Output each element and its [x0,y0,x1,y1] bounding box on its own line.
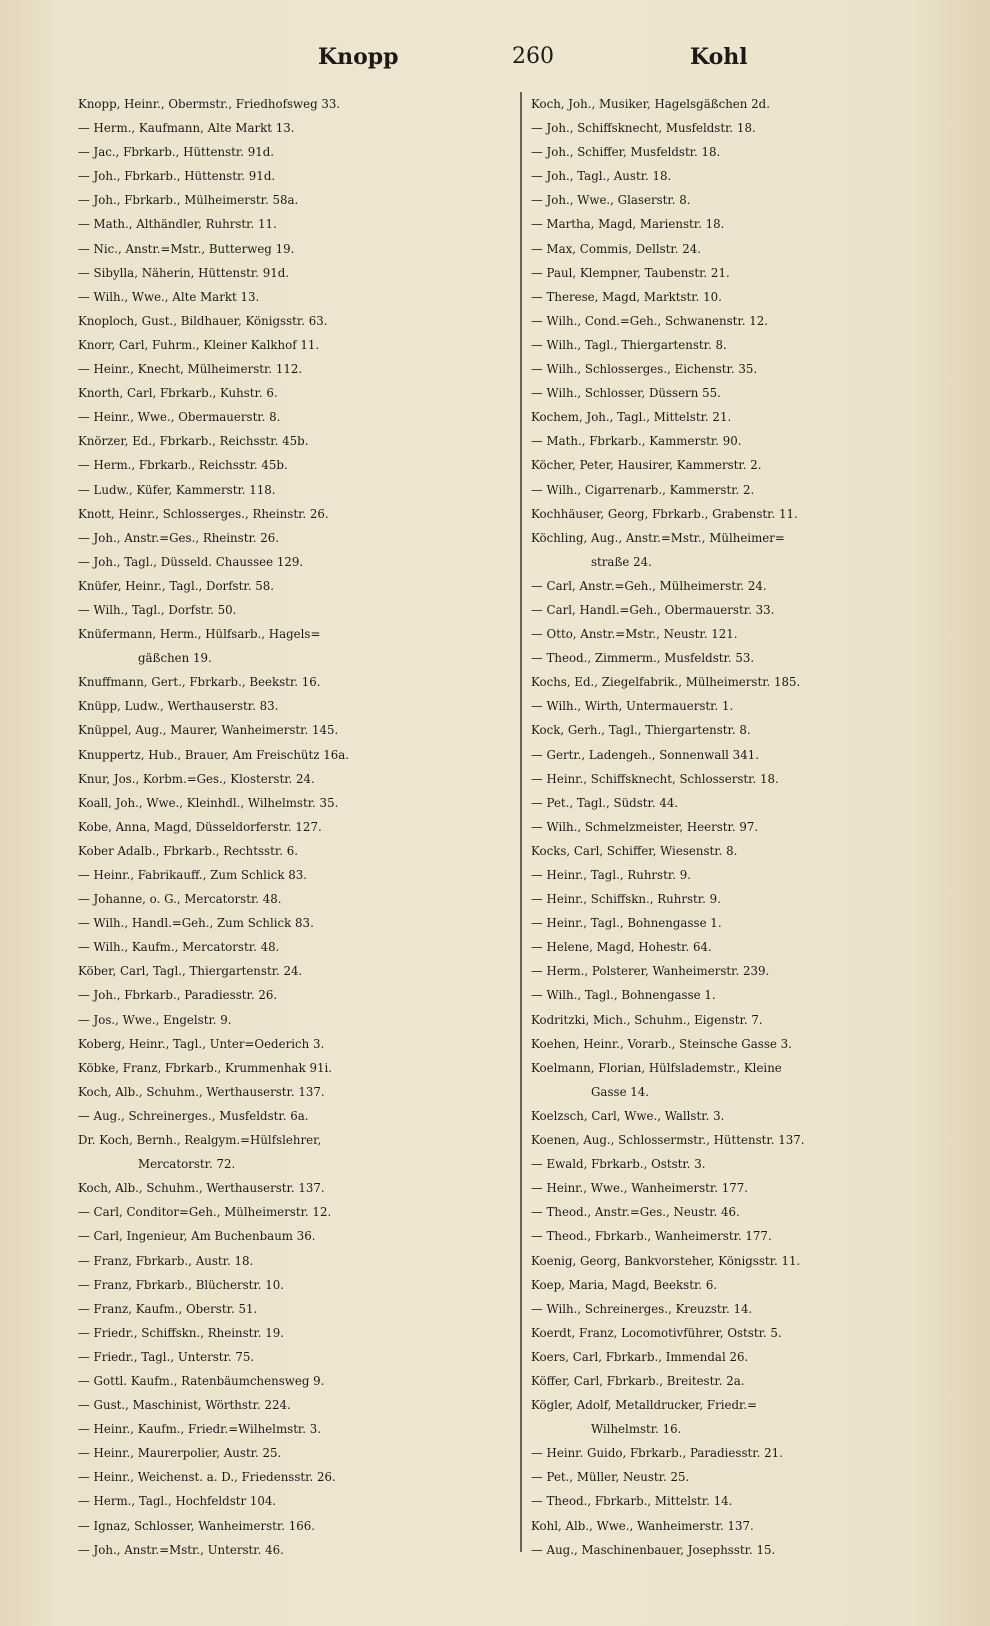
directory-entry: — Wilh., Schlosserges., Eichenstr. 35. [531,362,758,377]
directory-entry: — Aug., Maschinenbauer, Josephsstr. 15. [531,1542,776,1557]
directory-entry: Kocks, Carl, Schiffer, Wiesenstr. 8. [531,843,738,858]
right-column [531,92,976,1562]
directory-entry: — Max, Commis, Dellstr. 24. [531,241,702,256]
directory-entry: — Franz, Kaufm., Oberstr. 51. [78,1301,258,1316]
directory-entry: — Herm., Polsterer, Wanheimerstr. 239. [531,964,770,979]
directory-entry: Koep, Maria, Magd, Beekstr. 6. [531,1277,718,1292]
directory-entry-continuation: Mercatorstr. 72. [138,1157,236,1172]
directory-entry: Kock, Gerh., Tagl., Thiergartenstr. 8. [531,723,751,738]
directory-entry: — Heinr., Fabrikauff., Zum Schlick 83. [78,868,307,882]
directory-entry: Koch, Joh., Musiker, Hagelsgäßchen 2d. [531,97,770,111]
directory-entry: — Pet., Müller, Neustr. 25. [531,1470,690,1485]
directory-entry: — Franz, Fbrkarb., Austr. 18. [78,1253,254,1268]
directory-entry: — Math., Fbrkarb., Kammerstr. 90. [531,434,742,449]
page-number: 260 [512,44,554,69]
directory-entry: — Theod., Fbrkarb., Wanheimerstr. 177. [531,1229,772,1244]
directory-entry: Kochem, Joh., Tagl., Mittelstr. 21. [531,410,732,425]
directory-entry-continuation: straße 24. [591,554,652,569]
directory-entry: — Heinr., Weichenst. a. D., Friedensstr. 26. [78,1470,336,1485]
directory-entry: — Wilh., Tagl., Bohnengasse 1. [531,988,716,1003]
directory-entry: — Pet., Tagl., Südstr. 44. [531,795,679,810]
directory-entry: — Herm., Fbrkarb., Reichsstr. 45b. [78,458,288,473]
directory-entry: — Jos., Wwe., Engelstr. 9. [78,1012,232,1027]
directory-entry: Kögler, Adolf, Metalldrucker, Friedr.= [531,1398,757,1413]
directory-entry: — Wilh., Cond.=Geh., Schwanenstr. 12. [531,313,769,328]
directory-entry: — Carl, Handl.=Geh., Obermauerstr. 33. [531,602,775,617]
directory-entry: — Theod., Zimmerm., Musfeldstr. 53. [531,651,755,666]
directory-entry: — Heinr., Schiffsknecht, Schlosserstr. 18. [531,771,779,786]
directory-entry: — Wilh., Tagl., Thiergartenstr. 8. [531,337,727,352]
directory-entry: Koch, Alb., Schuhm., Werthauserstr. 137. [78,1181,325,1196]
directory-entry: — Joh., Wwe., Glaserstr. 8. [531,193,691,208]
directory-entry: — Joh., Fbrkarb., Hüttenstr. 91d. [78,169,276,184]
directory-entry: — Heinr., Wwe., Wanheimerstr. 177. [531,1181,749,1196]
directory-entry: Kodritzki, Mich., Schuhm., Eigenstr. 7. [531,1012,763,1027]
directory-entry: — Joh., Tagl., Düsseld. Chaussee 129. [78,554,304,569]
directory-entry: — Johanne, o. G., Mercatorstr. 48. [78,892,282,907]
directory-entry: Koelzsch, Carl, Wwe., Wallstr. 3. [531,1108,725,1123]
directory-entry: — Wilh., Cigarrenarb., Kammerstr. 2. [531,482,755,497]
directory-entry: Knörzer, Ed., Fbrkarb., Reichsstr. 45b. [78,434,309,449]
header-last-entry: Kohl [690,44,748,70]
directory-entry: Knott, Heinr., Schlosserges., Rheinstr. 26. [78,506,329,521]
directory-entry: Knorth, Carl, Fbrkarb., Kuhstr. 6. [78,386,278,401]
directory-entry: Koers, Carl, Fbrkarb., Immendal 26. [531,1349,749,1364]
directory-entry: — Joh., Fbrkarb., Mülheimerstr. 58a. [78,193,299,208]
directory-entry: — Wilh., Handl.=Geh., Zum Schlick 83. [78,916,314,931]
directory-entry: — Paul, Klempner, Taubenstr. 21. [531,265,730,280]
directory-entry: Koerdt, Franz, Locomotivführer, Oststr. 5. [531,1325,782,1340]
directory-entry: — Joh., Anstr.=Ges., Rheinstr. 26. [78,530,280,545]
directory-entry: — Carl, Ingenieur, Am Buchenbaum 36. [78,1229,316,1244]
directory-entry: — Gottl. Kaufm., Ratenbäumchensweg 9. [78,1373,325,1388]
directory-entry: — Nic., Anstr.=Mstr., Butterweg 19. [78,241,295,256]
directory-entry: Knüpp, Ludw., Werthauserstr. 83. [78,699,279,714]
directory-entry: — Martha, Magd, Marienstr. 18. [531,217,725,232]
directory-entry: Knüfer, Heinr., Tagl., Dorfstr. 58. [78,578,274,593]
directory-entry: Koch, Alb., Schuhm., Werthauserstr. 137. [78,1084,325,1099]
directory-entry: Köchling, Aug., Anstr.=Mstr., Mülheimer= [531,530,785,545]
directory-entry: Knuppertz, Hub., Brauer, Am Freischütz 16a. [78,747,350,762]
directory-entry: — Wilh., Kaufm., Mercatorstr. 48. [78,940,280,955]
directory-entry: — Ewald, Fbrkarb., Oststr. 3. [531,1157,706,1172]
directory-entry: — Friedr., Schiffskn., Rheinstr. 19. [78,1325,284,1340]
directory-entry: — Joh., Tagl., Austr. 18. [531,169,672,184]
directory-entry: Knuffmann, Gert., Fbrkarb., Beekstr. 16. [78,675,321,690]
page-header [0,40,990,80]
directory-entry: — Heinr., Tagl., Ruhrstr. 9. [531,868,691,882]
directory-entry: — Otto, Anstr.=Mstr., Neustr. 121. [531,627,738,642]
directory-entry: Kober Adalb., Fbrkarb., Rechtsstr. 6. [78,843,298,858]
directory-entry: — Wilh., Wirth, Untermauerstr. 1. [531,699,734,714]
directory-entry: — Joh., Fbrkarb., Paradiesstr. 26. [78,988,278,1003]
directory-entry: — Math., Althändler, Ruhrstr. 11. [78,217,277,232]
directory-entry: — Therese, Magd, Marktstr. 10. [531,289,722,304]
directory-entry: Köcher, Peter, Hausirer, Kammerstr. 2. [531,458,762,473]
directory-entry: — Theod., Fbrkarb., Mittelstr. 14. [531,1494,733,1509]
directory-entry: Knur, Jos., Korbm.=Ges., Klosterstr. 24. [78,771,315,786]
directory-entry: Koenen, Aug., Schlossermstr., Hüttenstr. 137. [531,1133,805,1148]
directory-entry: — Gertr., Ladengeh., Sonnenwall 341. [531,747,759,762]
directory-entry: — Heinr., Wwe., Obermauerstr. 8. [78,410,281,425]
directory-entry: — Heinr., Knecht, Mülheimerstr. 112. [78,362,303,377]
directory-entry: Koehen, Heinr., Vorarb., Steinsche Gasse 3. [531,1036,792,1051]
directory-entry: — Joh., Anstr.=Mstr., Unterstr. 46. [78,1542,284,1557]
directory-entry: — Helene, Magd, Hohestr. 64. [531,940,712,955]
directory-entry: — Carl, Conditor=Geh., Mülheimerstr. 12. [78,1205,332,1220]
directory-entry: Koelmann, Florian, Hülfslademstr., Kleine [531,1060,782,1075]
directory-entry: Knoploch, Gust., Bildhauer, Königsstr. 63. [78,313,328,328]
directory-entry: — Joh., Schiffsknecht, Musfeldstr. 18. [531,121,756,136]
directory-entry: — Carl, Anstr.=Geh., Mülheimerstr. 24. [531,578,767,593]
directory-entry: Koall, Joh., Wwe., Kleinhdl., Wilhelmstr. 35. [78,795,339,810]
directory-entry: Knüfermann, Herm., Hülfsarb., Hagels= [78,627,321,642]
header-first-entry: Knopp [318,44,399,70]
directory-entry: Kochs, Ed., Ziegelfabrik., Mülheimerstr. 185. [531,675,801,690]
directory-entry: — Wilh., Tagl., Dorfstr. 50. [78,602,237,617]
directory-entry: — Heinr., Schiffskn., Ruhrstr. 9. [531,892,721,907]
directory-entry: — Heinr., Kaufm., Friedr.=Wilhelmstr. 3. [78,1422,322,1437]
directory-entry: Kobe, Anna, Magd, Düsseldorferstr. 127. [78,819,322,834]
directory-entry: Kohl, Alb., Wwe., Wanheimerstr. 137. [531,1518,754,1533]
directory-entry: — Joh., Schiffer, Musfeldstr. 18. [531,145,721,160]
left-column [78,92,523,1562]
directory-entry: Köber, Carl, Tagl., Thiergartenstr. 24. [78,964,303,979]
directory-entry-continuation: gäßchen 19. [138,651,212,666]
directory-entry: Köbke, Franz, Fbrkarb., Krummenhak 91i. [78,1060,333,1075]
directory-entry: — Ignaz, Schlosser, Wanheimerstr. 166. [78,1518,315,1533]
directory-entry: — Wilh., Schlosser, Düssern 55. [531,386,721,401]
directory-entry: — Wilh., Schreinerges., Kreuzstr. 14. [531,1301,753,1316]
directory-entry: — Wilh., Schmelzmeister, Heerstr. 97. [531,819,759,834]
directory-entry: — Heinr., Maurerpolier, Austr. 25. [78,1446,282,1461]
directory-entry: Knopp, Heinr., Obermstr., Friedhofsweg 33. [78,97,341,111]
directory-entry: — Heinr. Guido, Fbrkarb., Paradiesstr. 21. [531,1446,783,1461]
directory-entry: — Heinr., Tagl., Bohnengasse 1. [531,916,722,931]
directory-entry: Dr. Koch, Bernh., Realgym.=Hülfslehrer, [78,1133,322,1148]
column-divider [520,92,522,1552]
directory-entry: — Jac., Fbrkarb., Hüttenstr. 91d. [78,145,275,160]
directory-entry-continuation: Wilhelmstr. 16. [591,1422,682,1437]
directory-entry: Kochhäuser, Georg, Fbrkarb., Grabenstr. 11. [531,506,798,521]
directory-entry: — Sibylla, Näherin, Hüttenstr. 91d. [78,265,290,280]
directory-entry: — Friedr., Tagl., Unterstr. 75. [78,1349,255,1364]
directory-entry: Knorr, Carl, Fuhrm., Kleiner Kalkhof 11. [78,337,320,352]
directory-entry: — Herm., Tagl., Hochfeldstr 104. [78,1494,277,1509]
directory-entry: Knüppel, Aug., Maurer, Wanheimerstr. 145. [78,723,339,738]
directory-entry: — Theod., Anstr.=Ges., Neustr. 46. [531,1205,740,1220]
directory-entry: — Wilh., Wwe., Alte Markt 13. [78,289,260,304]
directory-entry: — Ludw., Küfer, Kammerstr. 118. [78,482,276,497]
directory-entry: Koberg, Heinr., Tagl., Unter=Oederich 3. [78,1036,325,1051]
directory-entry: — Herm., Kaufmann, Alte Markt 13. [78,121,295,136]
directory-entry: Köffer, Carl, Fbrkarb., Breitestr. 2a. [531,1373,745,1388]
directory-entry: Koenig, Georg, Bankvorsteher, Königsstr. 11. [531,1253,801,1268]
directory-entry: — Aug., Schreinerges., Musfeldstr. 6a. [78,1108,309,1123]
directory-entry-continuation: Gasse 14. [591,1084,650,1099]
directory-entry: — Gust., Maschinist, Wörthstr. 224. [78,1398,291,1413]
directory-entry: — Franz, Fbrkarb., Blücherstr. 10. [78,1277,284,1292]
